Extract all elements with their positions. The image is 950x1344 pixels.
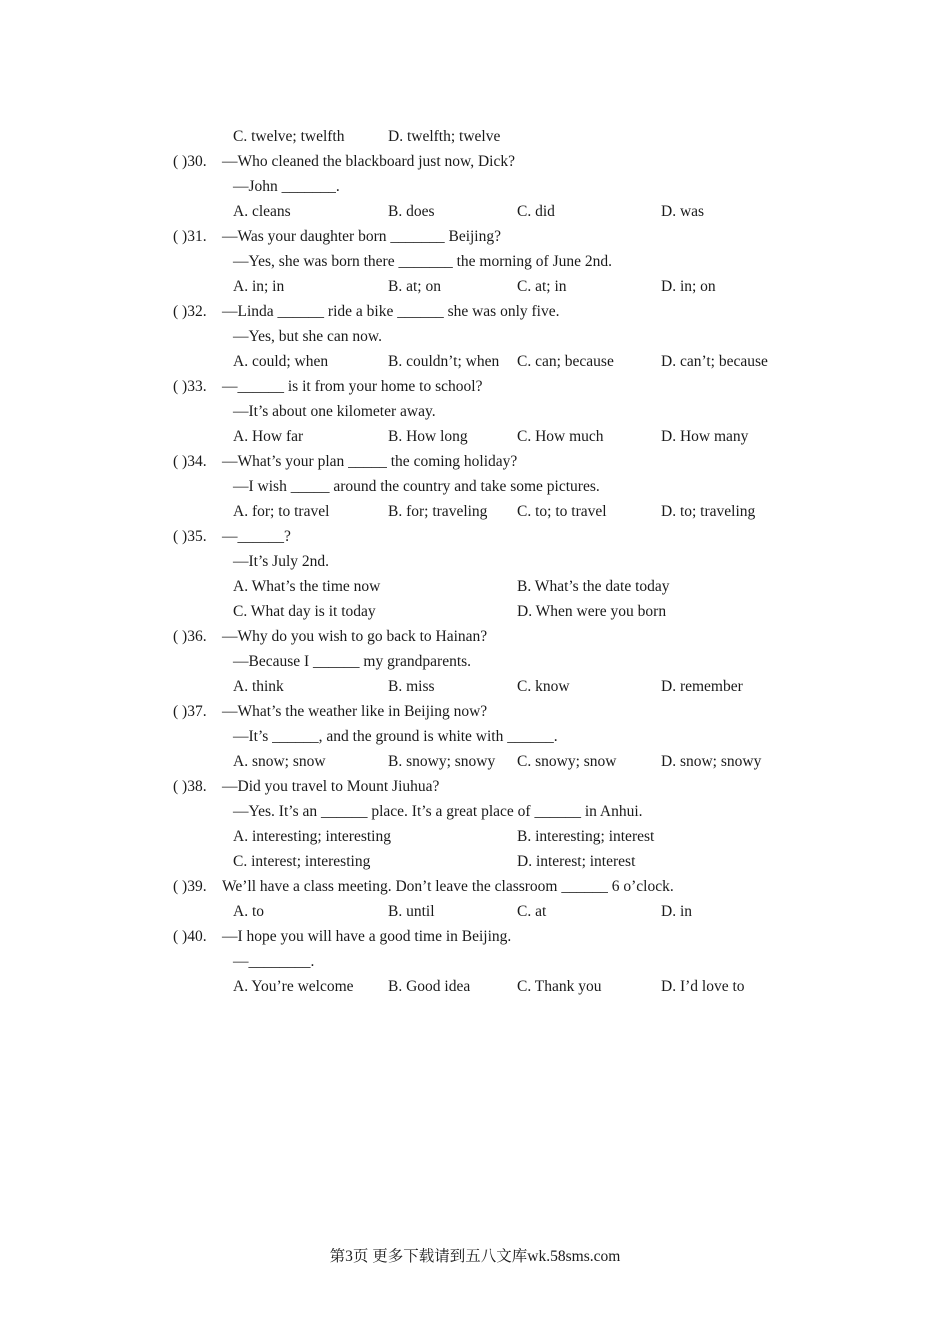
q34-number: ( )34.: [173, 453, 207, 470]
q40-stem: —I hope you will have a good time in Beijing.: [222, 928, 512, 945]
q35-option-c: C. What day is it today: [233, 603, 376, 620]
q32-reply: —Yes, but she can now.: [233, 328, 382, 345]
q32-stem: —Linda ______ ride a bike ______ she was only five.: [222, 303, 560, 320]
q40-number: ( )40.: [173, 928, 207, 945]
q38-option-c: C. interest; interesting: [233, 853, 371, 870]
q31-option-c: C. at; in: [517, 278, 567, 295]
q31-number: ( )31.: [173, 228, 207, 245]
q32-option-d: D. can’t; because: [661, 353, 768, 370]
q36-stem: —Why do you wish to go back to Hainan?: [222, 628, 488, 645]
q34-reply: —I wish _____ around the country and take some pictures.: [233, 478, 600, 495]
q40-option-c: C. Thank you: [517, 978, 602, 995]
q33-number: ( )33.: [173, 378, 207, 395]
q32-option-a: A. could; when: [233, 353, 329, 370]
q31-option-d: D. in; on: [661, 278, 716, 295]
q39-option-a: A. to: [233, 903, 264, 920]
q38-option-d: D. interest; interest: [517, 853, 636, 870]
q34-option-a: A. for; to travel: [233, 503, 330, 520]
q39-option-b: B. until: [388, 903, 435, 920]
q34-option-b: B. for; traveling: [388, 503, 488, 520]
q30-option-c: C. did: [517, 203, 555, 220]
q37-option-c: C. snowy; snow: [517, 753, 617, 770]
q29-option-d: D. twelfth; twelve: [388, 128, 501, 145]
q39-number: ( )39.: [173, 878, 207, 895]
q30-option-d: D. was: [661, 203, 705, 220]
q40-option-d: D. I’d love to: [661, 978, 745, 995]
q35-option-b: B. What’s the date today: [517, 578, 670, 595]
q30-option-a: A. cleans: [233, 203, 291, 220]
q40-option-a: A. You’re welcome: [233, 978, 354, 995]
q34-option-c: C. to; to travel: [517, 503, 607, 520]
q35-option-d: D. When were you born: [517, 603, 667, 620]
q37-option-b: B. snowy; snowy: [388, 753, 496, 770]
q38-reply: —Yes. It’s an ______ place. It’s a great place of ______ in Anhui.: [233, 803, 643, 820]
q39-option-c: C. at: [517, 903, 547, 920]
q30-number: ( )30.: [173, 153, 207, 170]
q35-number: ( )35.: [173, 528, 207, 545]
q36-number: ( )36.: [173, 628, 207, 645]
q32-number: ( )32.: [173, 303, 207, 320]
q29-option-c: C. twelve; twelfth: [233, 128, 345, 145]
q40-option-b: B. Good idea: [388, 978, 471, 995]
q37-option-a: A. snow; snow: [233, 753, 326, 770]
q35-option-a: A. What’s the time now: [233, 578, 381, 595]
q36-option-d: D. remember: [661, 678, 743, 695]
q37-reply: —It’s ______, and the ground is white with ______.: [233, 728, 558, 745]
q31-stem: —Was your daughter born _______ Beijing?: [222, 228, 501, 245]
q38-number: ( )38.: [173, 778, 207, 795]
q37-stem: —What’s the weather like in Beijing now?: [222, 703, 488, 720]
q38-option-a: A. interesting; interesting: [233, 828, 391, 845]
q31-option-b: B. at; on: [388, 278, 441, 295]
page-footer: 第3页 更多下载请到五八文库wk.58sms.com: [329, 1248, 621, 1265]
q35-stem: —______?: [222, 528, 291, 545]
q38-option-b: B. interesting; interest: [517, 828, 655, 845]
q39-option-d: D. in: [661, 903, 692, 920]
q36-reply: —Because I ______ my grandparents.: [233, 653, 472, 670]
q32-option-b: B. couldn’t; when: [388, 353, 500, 370]
q35-reply: —It’s July 2nd.: [233, 553, 330, 570]
q33-option-c: C. How much: [517, 428, 604, 445]
q30-option-b: B. does: [388, 203, 435, 220]
q33-stem: —______ is it from your home to school?: [222, 378, 483, 395]
q33-option-d: D. How many: [661, 428, 749, 445]
q37-option-d: D. snow; snowy: [661, 753, 762, 770]
q39-stem: We’ll have a class meeting. Don’t leave the classroom ______ 6 o’clock.: [222, 878, 674, 895]
q40-reply: —________.: [233, 953, 315, 970]
q36-option-c: C. know: [517, 678, 570, 695]
q33-reply: —It’s about one kilometer away.: [233, 403, 436, 420]
q30-stem: —Who cleaned the blackboard just now, Dick?: [222, 153, 515, 170]
q33-option-a: A. How far: [233, 428, 304, 445]
q31-option-a: A. in; in: [233, 278, 285, 295]
q34-option-d: D. to; traveling: [661, 503, 756, 520]
q37-number: ( )37.: [173, 703, 207, 720]
q30-reply: —John _______.: [233, 178, 340, 195]
q34-stem: —What’s your plan _____ the coming holiday?: [222, 453, 518, 470]
q36-option-a: A. think: [233, 678, 284, 695]
q33-option-b: B. How long: [388, 428, 468, 445]
q31-reply: —Yes, she was born there _______ the morning of June 2nd.: [233, 253, 612, 270]
q38-stem: —Did you travel to Mount Jiuhua?: [222, 778, 440, 795]
q32-option-c: C. can; because: [517, 353, 614, 370]
q36-option-b: B. miss: [388, 678, 435, 695]
